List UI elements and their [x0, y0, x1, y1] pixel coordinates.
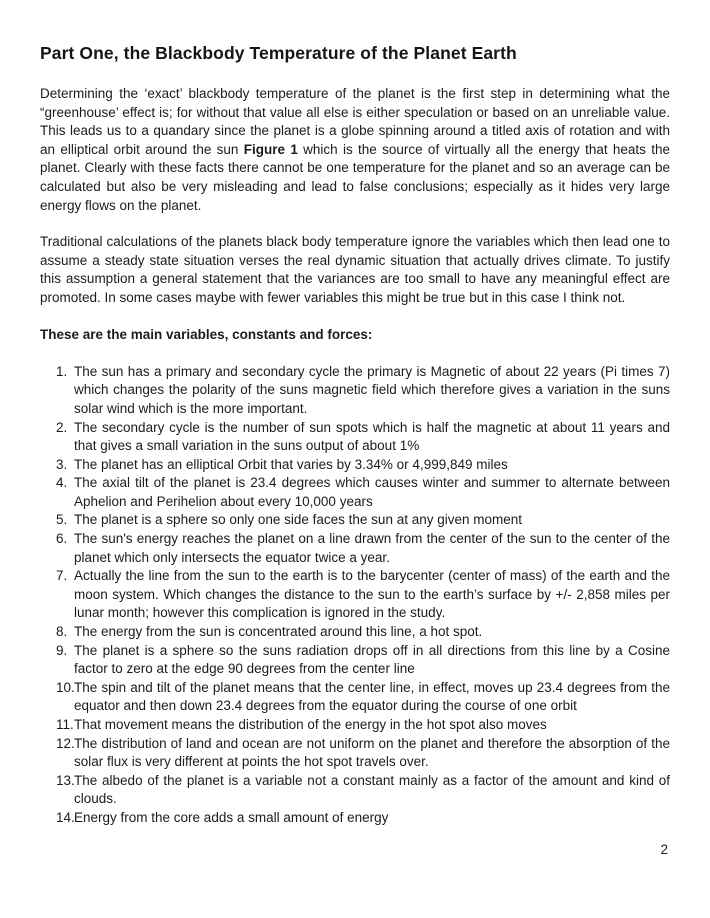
traditional-calculations-paragraph: Traditional calculations of the planets black body temperature ignore the variables which then lead one to assume a steady state situation verses the real dynamic situation that actually drives climate. To justify this assumption a general statement that the variances are too small to have any meaningful effect are promoted. In some cases maybe with fewer variables this might be true but in this case I think not.: [40, 234, 670, 305]
list-item-number: 5.: [56, 512, 68, 528]
list-item: [56, 456, 670, 475]
list-item-text: The distribution of land and ocean are not uniform on the planet and therefore the absorption of the solar flux is very different at points the hot spot travels over.: [74, 735, 670, 770]
list-item-number: 14.: [56, 809, 75, 825]
list-item-text: The albedo of the planet is a variable not a constant mainly as a factor of the amount and kind of clouds.: [74, 772, 670, 807]
list-item-text: The energy from the sun is concentrated around this line, a hot spot.: [74, 624, 483, 640]
list-item-number: 3.: [56, 456, 68, 472]
list-item: [56, 623, 670, 642]
list-item: [56, 530, 670, 567]
list-item-text: The sun's energy reaches the planet on a line drawn from the center of the sun to the center of the planet which only intersects the equator twice a year.: [74, 531, 670, 565]
intro-paragraph: [40, 85, 670, 215]
list-item: [56, 716, 670, 735]
page-number: 2: [660, 842, 668, 857]
list-item-number: 8.: [56, 624, 68, 640]
list-item-number: 9.: [56, 642, 68, 658]
list-item: [56, 567, 670, 623]
list-item-text: The planet is a sphere so the suns radiation drops off in all directions from this line by a Cosine factor to zero at the edge 90 degrees from the center line: [74, 642, 670, 677]
list-item: [56, 474, 670, 511]
list-item-number: 2.: [56, 419, 68, 435]
list-item-text: Actually the line from the sun to the earth is to the barycenter (center of mass) of the earth and the moon system. Which changes the distance to the sun to the earth’s surface by +/- 2,858 miles per lunar month; however this complication is ignored in the study.: [74, 568, 670, 621]
list-item-text: Energy from the core adds a small amount of energy: [74, 809, 389, 825]
list-item-number: 10.: [56, 679, 75, 695]
list-item: [56, 419, 670, 456]
figure-1-reference: Figure 1: [243, 141, 298, 157]
list-item-text: The sun has a primary and secondary cycle the primary is Magnetic of about 22 years (Pi times 7) which changes the polarity of the suns magnetic field which therefore gives a variation in the suns solar wind which is the more important.: [74, 363, 670, 416]
list-item-text: The secondary cycle is the number of sun spots which is half the magnetic at about 11 years and that gives a small variation in the suns output of about 1%: [74, 419, 670, 454]
list-item-number: 1.: [56, 363, 68, 379]
list-item: [56, 735, 670, 772]
list-item-text: The spin and tilt of the planet means that the center line, in effect, moves up 23.4 degrees from the equator and then down 23.4 degrees from the equator during the course of one orbit: [74, 679, 670, 714]
list-item: [56, 511, 670, 530]
list-item-number: 11.: [56, 717, 74, 732]
intro-paragraph-text-2: which is the source of virtually all the energy that heats the planet. Clearly with these facts there cannot be one temperature for the planet and so an average can be calculated but also be very misleading and lead to false conclusions; especially as it hides very large energy flows on the planet.: [40, 141, 670, 213]
list-item: [56, 679, 670, 716]
list-item-number: 7.: [56, 568, 68, 584]
list-item-text: That movement means the distribution of the energy in the hot spot also moves: [74, 717, 547, 732]
list-item-number: 13.: [56, 772, 75, 788]
page-title: Part One, the Blackbody Temperature of the Planet Earth: [40, 43, 517, 63]
intro-paragraph-text-1: Determining the ‘exact’ blackbody temperature of the planet is the first step in determining what the “greenhouse’ effect is; for without that value all else is either speculation or based on an unreliable value. This leads us to a quandary since the planet is a globe spinning around a titled axis of rotation and with an elliptical orbit around the sun: [40, 86, 670, 157]
list-item-text: The axial tilt of the planet is 23.4 degrees which causes winter and summer to alternate between Aphelion and Perihelion about every 10,000 years: [74, 475, 670, 509]
list-item: [56, 642, 670, 679]
list-item: [56, 363, 670, 419]
variables-list-heading: These are the main variables, constants and forces:: [40, 326, 373, 342]
list-item: [56, 772, 670, 809]
list-item-number: 6.: [56, 531, 68, 547]
list-item-text: The planet has an elliptical Orbit that varies by 3.34% or 4,999,849 miles: [74, 456, 508, 472]
list-item-number: 12.: [56, 735, 75, 751]
variables-list: [40, 363, 670, 828]
list-item-text: The planet is a sphere so only one side faces the sun at any given moment: [74, 512, 523, 528]
list-item-number: 4.: [56, 475, 68, 491]
list-item: [56, 809, 670, 828]
